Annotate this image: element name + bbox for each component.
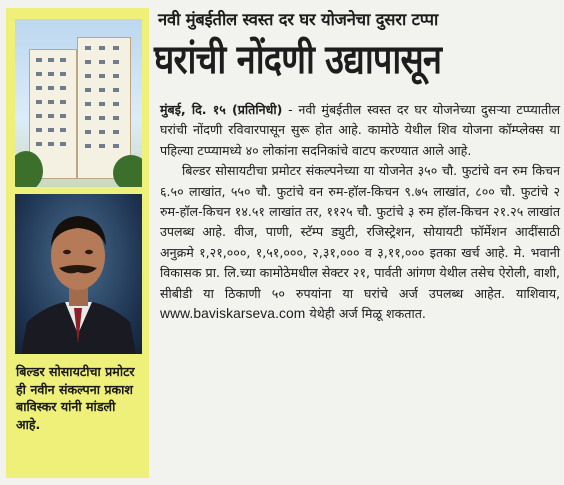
photo-caption: बिल्डर सोसायटीचा प्रमोटर ही नवीन संकल्पना प्रकाश बाविस्कर यांनी मांडली आहे. bbox=[16, 364, 135, 432]
paragraph-1-text: - नवी मुंबईतील स्वस्त दर घर योजनेच्या दुसऱ्या टप्प्यातील घरांची नोंदणी रविवारपासून सुरू होत आहे. कामोठे येथील शिव योजना कॉम्प्लेक्स या पहिल्या टप्प्यामध्ये ४० लोकांना सदनिकांचे वाटप करण्यात आले आहे. bbox=[160, 102, 560, 158]
website-url: www.baviskarseva.com bbox=[160, 306, 306, 322]
article-body bbox=[160, 100, 560, 324]
person-portrait bbox=[15, 194, 142, 354]
kicker-headline: नवी मुंबईतील स्वस्त दर घर योजनेचा दुसरा टप्पा bbox=[158, 10, 439, 29]
person-photo bbox=[15, 194, 142, 354]
paragraph-2-text: बिल्डर सोसायटीचा प्रमोटर संकल्पनेच्या या योजनेत ३५० चौ. फुटांचे वन रुम किचन ६.५० लाखांत, ५५० चौ. फुटांचे वन रुम-हॉल-किचन ९.७५ लाखांत, ८०० चौ. फुटांचे २ रुम-हॉल-किचन १४.५१ लाखांत तर, ११२५ चौ. फुटांचे ३ रुम हॉल-किचन २१.२५ लाखांत उपलब्ध आहे. वीज, पाणी, स्टॅम्प ड्युटी, रजिस्ट्रेशन, सोयायटी फॉर्मेशन आदींसाठी अनुक्रमे १,२१,०००, १,५१,०००, २,३१,००० व ३,११,००० इतका खर्च आहे. मे. भवानी विकासक प्रा. लि.च्या कामोठेमधील सेक्टर २१, पार्वती आंगण येथील तसेच ऐरोली, वाशी, सीबीडी या ठिकाणी ५० रुपयांना या घरांचे अर्ज उपलब्ध आहेत. याशिवाय, bbox=[160, 163, 560, 301]
building-photo bbox=[15, 19, 142, 187]
paragraph-2-end: येथेही अर्ज मिळू शकतात. bbox=[305, 306, 426, 322]
paragraph-1 bbox=[160, 100, 560, 161]
main-headline: घरांची नोंदणी उद्यापासून bbox=[154, 37, 442, 83]
dateline: मुंबई, दि. १५ (प्रतिनिधी) bbox=[160, 102, 283, 117]
sidebar-column bbox=[6, 8, 149, 478]
paragraph-2 bbox=[160, 161, 560, 324]
